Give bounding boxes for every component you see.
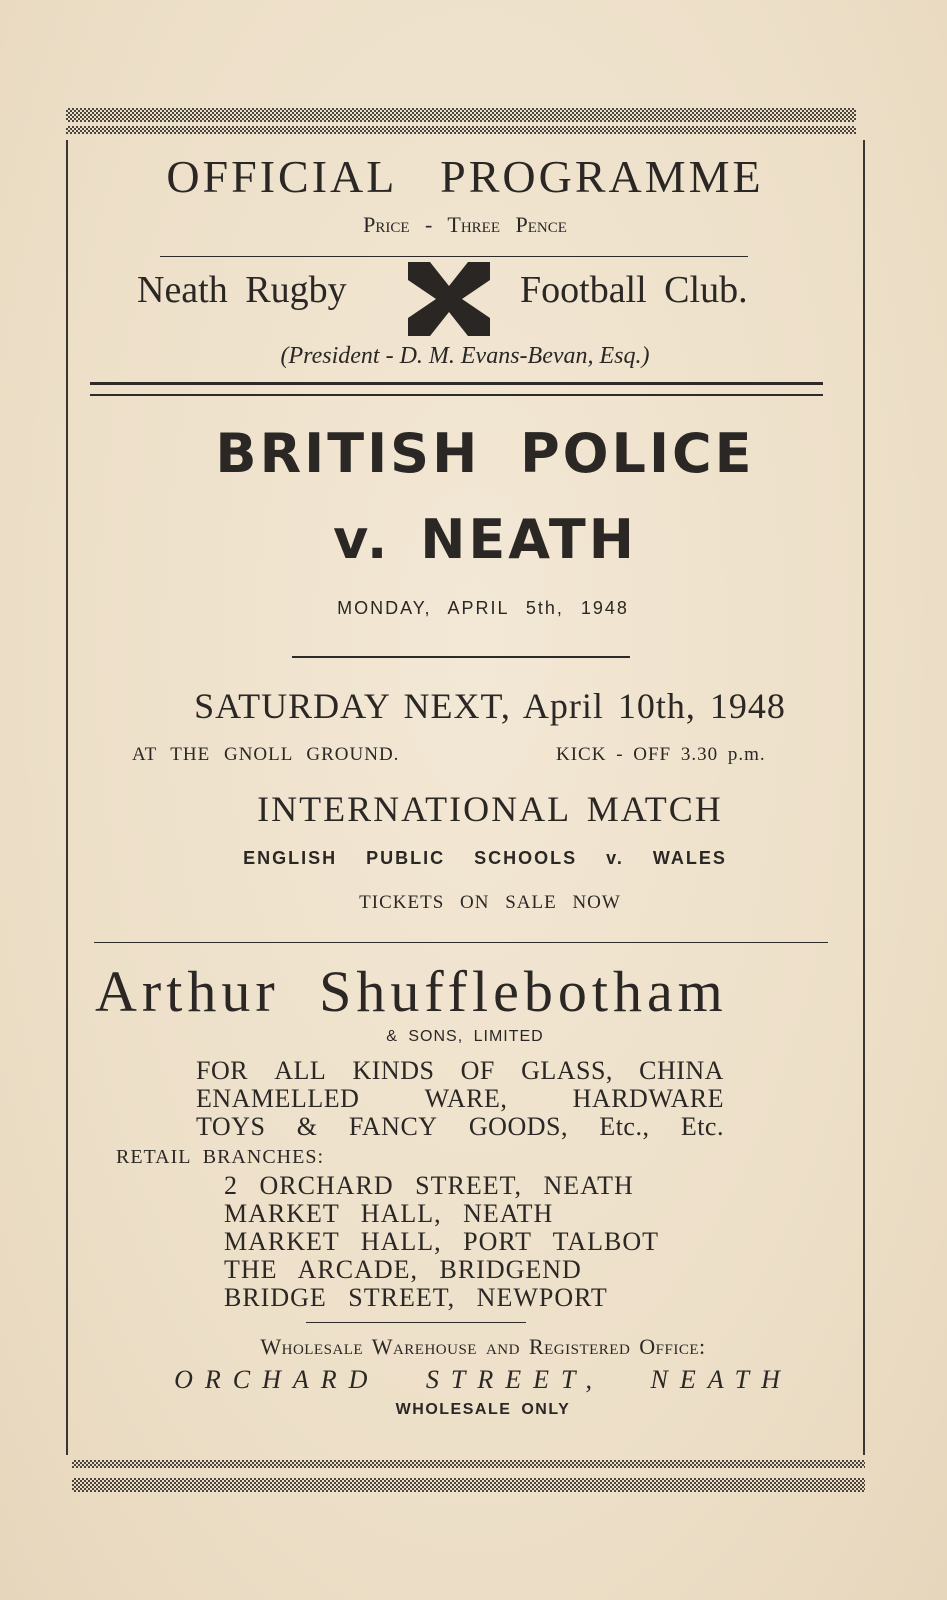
list-item: MARKET HALL, PORT TALBOT [224,1227,660,1256]
top-border-pattern-inner [66,126,856,134]
branches-divider [306,1322,526,1323]
next-match-ground: AT THE GNOLL GROUND. [132,744,400,765]
match-date: MONDAY, APRIL 5th, 1948 [337,598,629,618]
goods-line-2: ENAMELLED WARE, HARDWARE [196,1084,724,1113]
club-name-left: Neath Rugby [137,269,347,311]
advert-divider [94,942,828,943]
advertiser-suffix: & SONS, LIMITED [386,1028,544,1045]
goods-line-3: TOYS & FANCY GOODS, Etc., Etc. [196,1112,724,1141]
programme-title: OFFICIAL PROGRAMME [166,151,764,202]
header-divider [160,256,748,257]
wholesale-address: ORCHARD STREET, NEATH [174,1365,792,1394]
match-team-away: v. NEATH [333,508,637,571]
match-team-home: BRITISH POLICE [215,422,755,485]
list-item: MARKET HALL, NEATH [224,1199,554,1228]
bottom-border-pattern [72,1460,865,1468]
price-line: Price - Three Pence [363,212,567,237]
advertiser-name: Arthur Shufflebotham [95,959,728,1024]
maltese-cross-icon [408,258,490,340]
retail-branches-label: RETAIL BRANCHES: [116,1146,324,1168]
list-item: 2 ORCHARD STREET, NEATH [224,1171,634,1200]
next-match-kickoff: KICK - OFF 3.30 p.m. [556,744,766,765]
wholesale-only-note: WHOLESALE ONLY [395,1401,571,1418]
president-line: (President - D. M. Evans-Bevan, Esq.) [280,343,650,369]
match-divider [292,656,630,658]
next-match-date: SATURDAY NEXT, April 10th, 1948 [194,686,786,726]
next-match-type: INTERNATIONAL MATCH [257,789,723,829]
wholesale-office-label: Wholesale Warehouse and Registered Office: [260,1334,706,1359]
double-rule-top [90,382,823,385]
goods-line-1: FOR ALL KINDS OF GLASS, CHINA [196,1056,724,1085]
tickets-notice: TICKETS ON SALE NOW [359,892,621,913]
next-match-teams: ENGLISH PUBLIC SCHOOLS v. WALES [243,848,727,868]
bottom-border-pattern-lower [72,1478,865,1492]
branch-list [224,1172,659,1312]
list-item: THE ARCADE, BRIDGEND [224,1255,582,1284]
club-name-right: Football Club. [520,269,748,311]
double-rule-bottom [90,394,823,396]
top-border-pattern [66,108,856,122]
list-item: BRIDGE STREET, NEWPORT [224,1283,608,1312]
goods-list [196,1057,724,1141]
